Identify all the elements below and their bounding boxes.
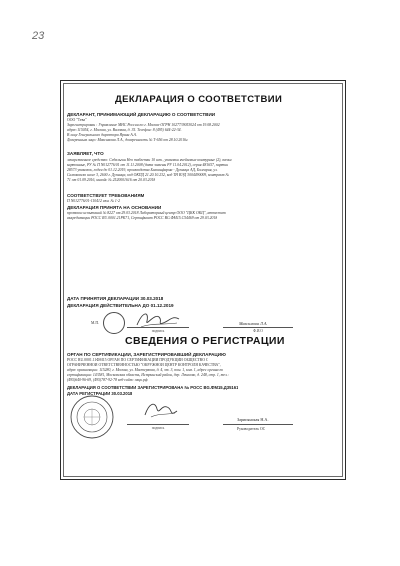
registration-body-heading: ОРГАН ПО СЕРТИФИКАЦИИ, ЗАРЕГИСТРИРОВАВШИЙ ДЕКЛАРАЦИЮ [67,352,226,357]
name-line [223,327,293,328]
valid-until: ДЕКЛАРАЦИЯ ДЕЙСТВИТЕЛЬНА ДО 01.12.2019 [67,303,174,308]
mp-label: М.П. [91,321,100,325]
claims-line: лекарственное средство: Седальгин Нео таблетки 10 шт., упаковки ячейковые контурные (2), пачки [67,158,232,162]
date-accepted: ДАТА ПРИНЯТИЯ ДЕКЛАРАЦИИ 30.03.2018 [67,296,164,301]
claims-line: Самоковско шосе 3, 2600 г. Дупница, код ОКПД 21.20.10.232, код ТН ВЭД 3004490009, контракт № [67,173,230,177]
basis-line: протокол испытаний № 8227 от 29.03.2018 Лабораторный центр ООО "ЦКК ОКЦ", аттестат [67,211,226,215]
applicant-line: В лице Генерального директора Ярвин А.А. [67,133,137,137]
signature-line [127,327,189,328]
registration-title: СВЕДЕНИЯ О РЕГИСТРАЦИИ [125,335,285,347]
declaration-title: ДЕКЛАРАЦИЯ О СООТВЕТСТВИИ [115,94,283,105]
basis-heading: ДЕКЛАРАЦИЯ ПРИНЯТА НА ОСНОВАНИИ [67,205,162,210]
registration-body-line: сертификации: 143581, Московская область, Истринский район, дер. Лешково, д. 248, стр. 1, тел.: [67,373,229,377]
applicant-name: ООО "Тева" [67,118,87,122]
registration-body-line: адрес организации: 115280, г. Москва, ул. Мастеркова, д. 4, эт. 3, пом. 1, ком. 1, адрес органа по [67,368,224,372]
basis-line: аккредитации РОСС RU.0001.21РК71, Сертификат РОСС ВG.ФМ15.С54469 от 29.03.2018 [67,216,218,220]
applicant-line: адрес:115054, г. Москва, ул. Валовая, д. 35. Телефон: 8 (495) 644-22-34. [67,128,182,132]
requirements-line: П N012776/01-110412 изм. № 1-2 [67,199,120,203]
registration-body-line: (495)640-96-69, (495)787-92-78 веб-сайт: окцк.рф [67,378,148,382]
declarant-stamp [103,312,125,334]
head-name-line [223,424,293,425]
head-signature [141,399,181,421]
registration-body-line: ОГРАНИЧЕННОЙ ОТВЕТСТВЕННОСТЬЮ "ОКРУЖНОЙ ЦЕНТР КОНТРОЛЯ КАЧЕСТВА", [67,363,221,367]
page-number: 23 [32,30,45,42]
registration-signature-line [127,424,189,425]
certification-stamp [69,394,115,440]
name-caption: Ф.И.О [253,329,263,333]
head-role: Руководитель ОС [237,427,266,431]
registration-body-line: РОСС RU.0001.11ФМ15 ОРГАН ПО СЕРТИФИКАЦИИ ПРОДУКЦИИ ОБЩЕСТВО С [67,358,209,362]
registered-line: ДЕКЛАРАЦИЯ О СООТВЕТСТВИИ ЗАРЕГИСТРИРОВАНА № РОСС ВG.ФМ15.Д35161 [67,385,239,390]
signer-name: Максимова Л.А. [239,321,268,326]
head-name: Зарипянская Н.А. [237,417,269,422]
claims-line: 71 от 01.09.2016, инвойс № 2520001616 от 20.03.2018 [67,178,156,182]
registered-date: ДАТА РЕГИСТРАЦИИ 30.03.2018 [67,391,133,396]
applicant-line: Зарегистрирован : Управление МНС России по г. Москве ОГРН 1027739053024 от 19.08.2002 [67,123,220,127]
claims-line: картонные, РУ № П N012776/01 от 11.11.2008 (дата замены РУ 11.04.2012), серия 481657, партии [67,163,228,167]
applicant-line: Доверенным лицо: Максимова Л.А., доверенность № Т-656 от 28.10.2016г. [67,138,189,142]
requirements-heading: СООТВЕТСТВУЕТ ТРЕБОВАНИЯМ [67,193,145,198]
applicant-heading: ДЕКЛАРАНТ, ПРИНИМАЮЩИЙ ДЕКЛАРАЦИЮ О СООТВЕТСТВИИ [67,112,216,117]
claims-heading: ЗАЯВЛЯЕТ, ЧТО [67,151,104,156]
claims-line: 28573 упаковок, годен до 01.12.2019, производства Балканфарма - Дупница АД, Болгария, ул. [67,168,218,172]
signature-caption: подпись [151,329,165,333]
registration-signature-caption: подпись [151,426,165,430]
declaration-frame [60,80,346,480]
